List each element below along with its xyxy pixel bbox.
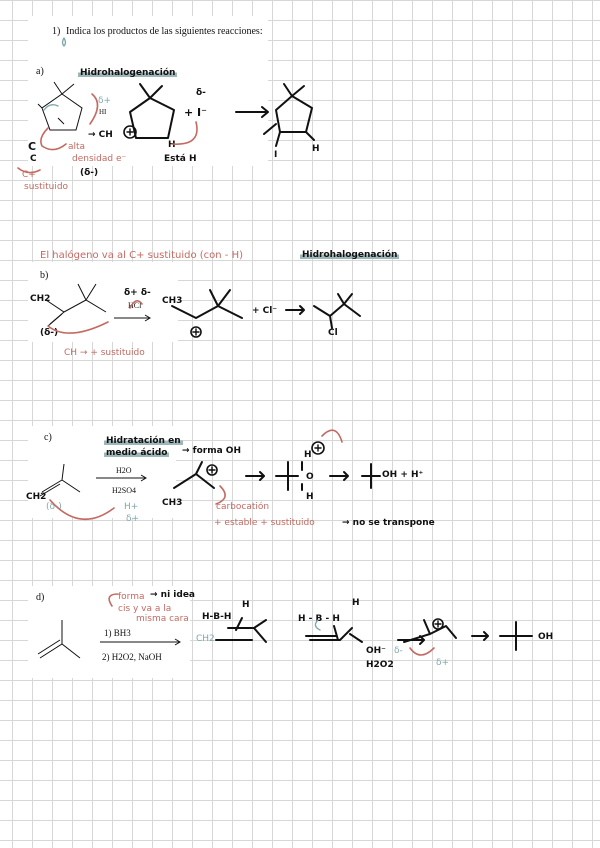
- c-pink-arrow: [216, 486, 225, 504]
- b-pink-curve: [48, 322, 108, 333]
- d-reagent-1: 1) BH3: [104, 628, 131, 638]
- a-iodide: + I⁻: [184, 106, 207, 119]
- c-delta-plus: δ+: [126, 514, 140, 524]
- c-reagent-top: H2O: [116, 466, 132, 475]
- c-delta-minus-paren: (δ-): [46, 502, 62, 512]
- d-hbh: H-B-H: [202, 612, 232, 622]
- d-note-cis: cis y va a la: [118, 604, 172, 614]
- a-alta: alta: [68, 142, 86, 152]
- b-product: [314, 294, 360, 328]
- a-product-h: H: [312, 144, 320, 154]
- b-ch2: CH2: [30, 294, 51, 304]
- c-oxonium: [276, 442, 324, 490]
- a-pink-curve-2: [90, 94, 98, 124]
- c-pink-curve: [50, 500, 114, 519]
- b-delta-minus-paren: (δ-): [40, 328, 59, 338]
- c-carbocation: carbocatión: [216, 502, 270, 512]
- a-product-i: I: [274, 150, 278, 160]
- b-ch-sustituido: CH → + sustituido: [64, 348, 145, 358]
- d-starting-material: [38, 620, 80, 658]
- c-arrow-1: [246, 472, 264, 480]
- b-pink-curve-top: [130, 301, 142, 308]
- c-ch3: CH3: [162, 498, 183, 508]
- reaction-c-title-2: medio ácido: [106, 448, 168, 458]
- b-product-cl: Cl: [328, 328, 338, 338]
- d-pink-arrow: [410, 648, 434, 655]
- c-forma-oh: → forma OH: [182, 446, 241, 456]
- c-ch2: CH2: [26, 492, 47, 502]
- d-ni-idea: → ni idea: [150, 590, 196, 600]
- b-arrow: [286, 306, 304, 314]
- c-reagent-bottom: H2SO4: [112, 486, 137, 495]
- d-teal-curve: [315, 620, 320, 630]
- a-c-label-2: C: [30, 154, 37, 164]
- c-product: [362, 464, 380, 488]
- a-c-label: C: [28, 140, 37, 153]
- a-delta-minus-paren: (δ-): [80, 168, 99, 178]
- d-delta-minus: δ-: [394, 646, 403, 656]
- c-pink-arrow-2: [322, 430, 342, 442]
- d-reagent-2: 2) H2O2, NaOH: [102, 652, 162, 662]
- b-reagent: HCl: [128, 301, 142, 310]
- d-hbh-2: H - B - H: [298, 614, 340, 624]
- b-reaction-arrow: [114, 315, 150, 321]
- header-mark: [63, 38, 66, 46]
- c-reaction-arrow: [96, 475, 146, 481]
- d-intermediate-1: [216, 618, 266, 642]
- c-h-top: H: [304, 450, 312, 460]
- d-reaction-arrow: [100, 639, 180, 645]
- c-no-transpone: → no se transpone: [342, 518, 435, 528]
- d-note-cara: misma cara: [136, 614, 189, 624]
- b-pink-note: El halógeno va al C+ sustituido (con - H): [40, 250, 244, 261]
- a-ch-arrow: → CH: [88, 130, 113, 140]
- a-product: [264, 84, 314, 146]
- b-starting-material: [46, 284, 106, 326]
- d-delta-plus: δ+: [436, 658, 450, 668]
- d-ch2: CH2: [196, 634, 215, 644]
- c-h-bottom: H: [306, 492, 314, 502]
- reaction-b-title: Hidrohalogenación: [302, 250, 398, 260]
- d-h2o2: H2O2: [366, 660, 394, 670]
- d-oh-minus: OH⁻: [366, 646, 386, 656]
- d-carbocation: [404, 619, 456, 642]
- a-pink-curve-3: [18, 168, 40, 173]
- a-pink-curve-1: [41, 128, 66, 150]
- a-carbocation: [124, 84, 174, 138]
- b-ch3: CH3: [162, 296, 183, 306]
- reaction-d-letter: d): [36, 592, 45, 603]
- c-carbocation: [174, 462, 217, 488]
- c-arrow-2: [330, 472, 348, 480]
- a-c-plus: C+: [22, 170, 36, 180]
- a-sustituido: sustituido: [24, 182, 69, 192]
- question-number: 1): [52, 26, 61, 37]
- b-chloride: + Cl⁻: [252, 306, 278, 316]
- c-product-oh: OH + H⁺: [382, 470, 424, 480]
- a-h-label: H: [168, 140, 176, 150]
- a-delta-plus: δ+: [98, 96, 112, 106]
- reaction-b-letter: b): [40, 270, 49, 281]
- a-delta-minus: δ-: [196, 88, 206, 98]
- reaction-a-letter: a): [36, 66, 44, 77]
- c-estable: + estable + sustituido: [214, 518, 315, 528]
- d-h-top-2: H: [352, 598, 360, 608]
- d-pink-curve: [109, 594, 118, 606]
- a-densidad: densidad e⁻: [72, 154, 127, 164]
- reaction-a-title: Hidrohalogenación: [80, 68, 176, 78]
- a-pink-arrow: [172, 122, 197, 144]
- d-note-forma: forma: [118, 592, 145, 602]
- reaction-c-letter: c): [44, 432, 52, 443]
- a-reagent: HI: [99, 108, 107, 116]
- b-carbocation: [172, 290, 242, 337]
- d-product-oh: OH: [538, 632, 554, 642]
- a-arrow: [236, 107, 268, 117]
- a-starting-material: [38, 82, 82, 130]
- b-delta-plus-minus: δ+ δ-: [124, 288, 151, 298]
- a-esta-h: Está H: [164, 154, 197, 164]
- reaction-c-title-1: Hidratación en: [106, 436, 181, 446]
- d-product: [500, 622, 532, 650]
- d-arrow-2: [472, 632, 488, 640]
- c-starting-material: [40, 464, 80, 496]
- c-h-plus: H+: [124, 502, 139, 512]
- d-intermediate-2: [306, 626, 362, 642]
- c-oxygen: O: [306, 472, 314, 482]
- d-h-top: H: [242, 600, 250, 610]
- question-instruction: Indica los productos de las siguientes reacciones:: [66, 26, 263, 37]
